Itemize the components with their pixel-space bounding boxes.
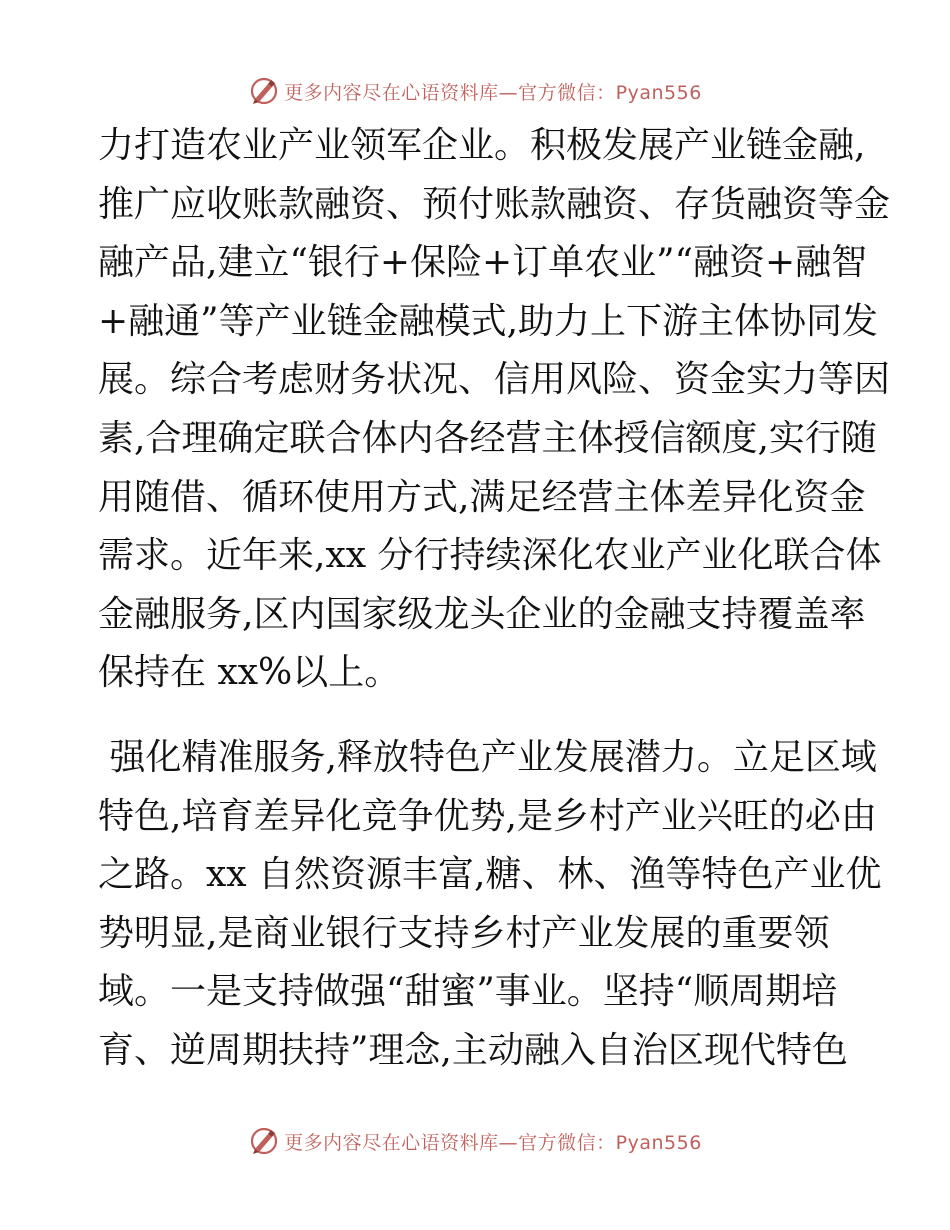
text-line: 力打造农业产业领军企业。积极发展产业链金融, bbox=[98, 125, 866, 166]
text-line: 金融服务,区内国家级龙头企业的金融支持覆盖率 bbox=[98, 593, 866, 635]
text-line: 素,合理确定联合体内各经营主体授信额度,实行随 bbox=[98, 417, 877, 459]
text-line: 育、逆周期扶持”理念,主动融入自治区现代特色 bbox=[98, 1029, 848, 1071]
header-watermark bbox=[0, 74, 950, 108]
text-line: 需求。近年来,xx 分行持续深化农业产业化联合体 bbox=[98, 535, 882, 577]
text-line: 特色,培育差异化竞争优势,是乡村产业兴旺的必由 bbox=[98, 795, 877, 837]
footer-watermark bbox=[0, 1124, 950, 1158]
document-body bbox=[98, 117, 891, 1081]
text-line: 势明显,是商业银行支持乡村产业发展的重要领 bbox=[98, 912, 830, 954]
pen-logo-icon bbox=[248, 75, 280, 107]
watermark-text: 更多内容尽在心语资料库—官方微信：Pyan556 bbox=[284, 1131, 702, 1154]
watermark-text: 更多内容尽在心语资料库—官方微信：Pyan556 bbox=[284, 81, 702, 104]
text-line: 域。一是支持做强“甜蜜”事业。坚持“顺周期培 bbox=[98, 971, 838, 1013]
text-line: +融通”等产业链金融模式,助力上下游主体协同发 bbox=[98, 300, 879, 342]
paragraph-2 bbox=[98, 729, 882, 1081]
text-line: 展。综合考虑财务状况、信用风险、资金实力等因 bbox=[98, 359, 891, 401]
pen-logo-icon bbox=[248, 1125, 280, 1157]
text-line: 保持在 xx%以上。 bbox=[98, 652, 401, 694]
text-line: 融产品,建立“银行+保险+订单农业”“融资+融智 bbox=[98, 242, 868, 284]
text-line: 强化精准服务,释放特色产业发展潜力。立足区域 bbox=[98, 736, 877, 778]
text-line: 推广应收账款融资、预付账款融资、存货融资等金 bbox=[98, 183, 891, 225]
text-line: 之路。xx 自然资源丰富,糖、林、渔等特色产业优 bbox=[98, 854, 882, 896]
paragraph-1 bbox=[98, 117, 891, 703]
paragraph-spacer bbox=[98, 703, 854, 729]
text-line: 用随借、循环使用方式,满足经营主体差异化资金 bbox=[98, 476, 866, 518]
